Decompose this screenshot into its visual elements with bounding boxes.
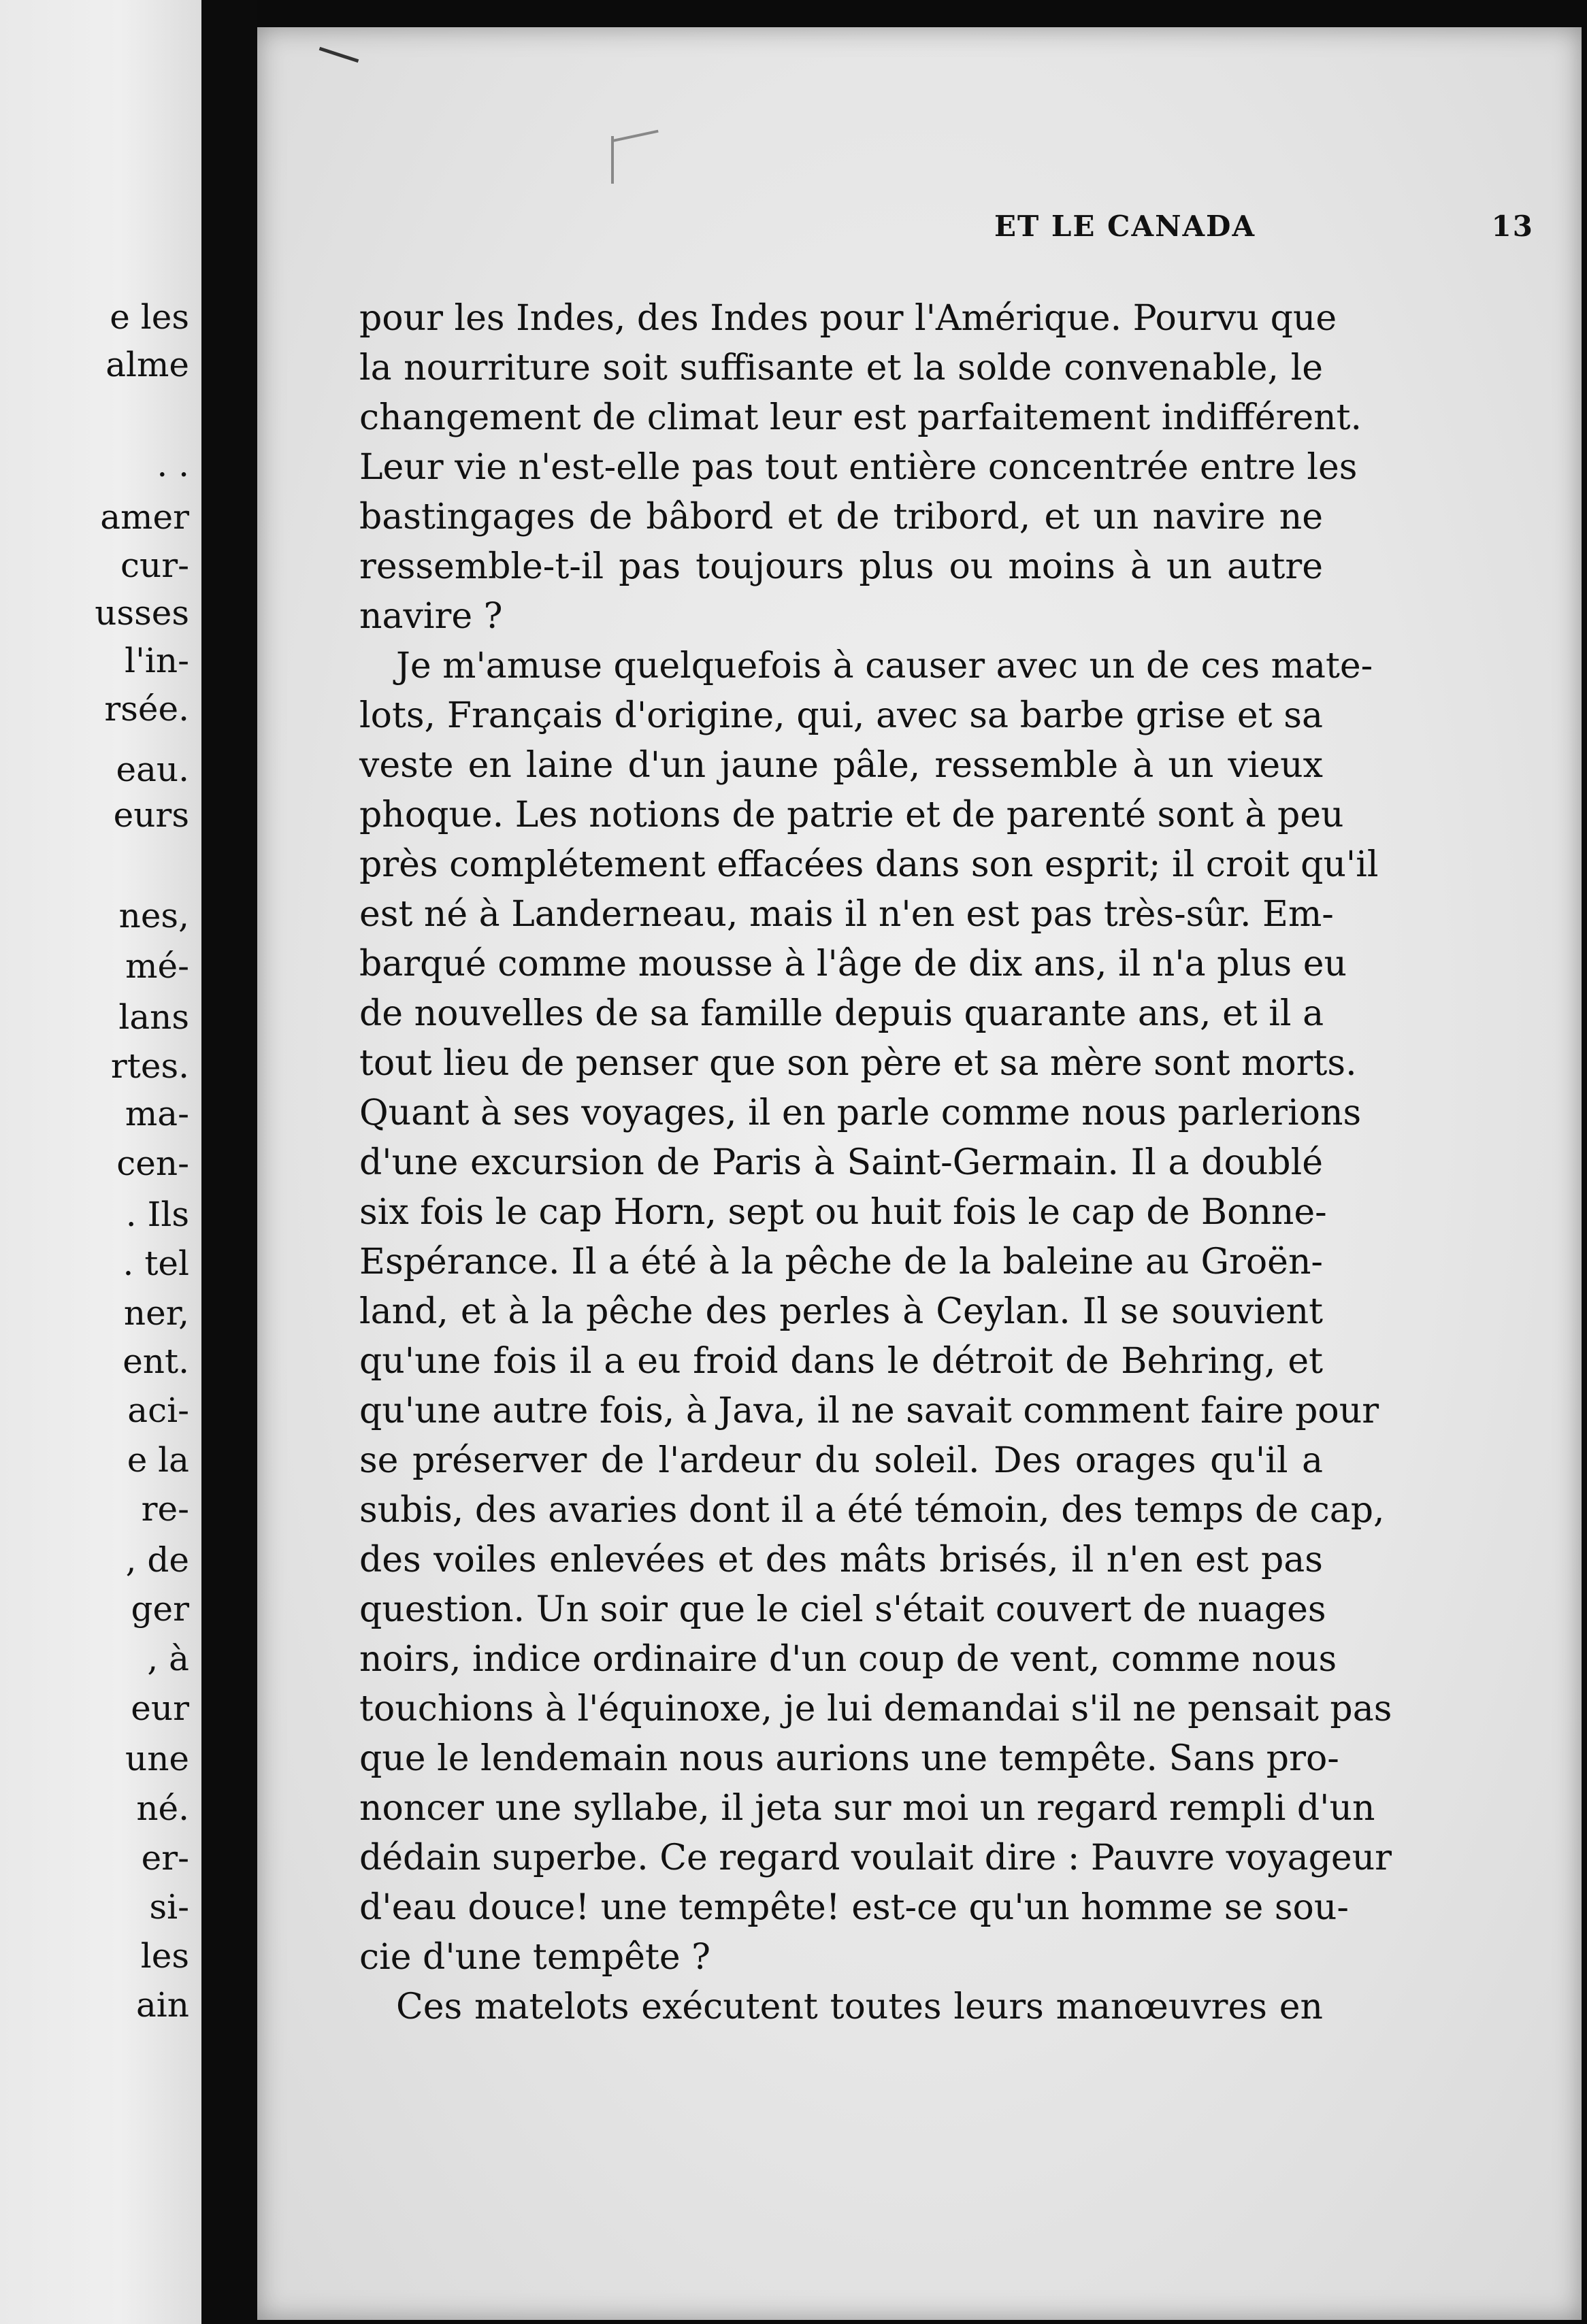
left-line: . . <box>157 445 189 484</box>
text-line: six fois le cap Horn, sept ou huit fois le cap de Bonne- <box>359 1192 1327 1233</box>
text-line: que le lendemain nous aurions une tempête. Sans pro- <box>359 1738 1339 1779</box>
text-line: Leur vie n'est-elle pas tout entière concentrée entre les <box>359 447 1358 488</box>
left-line: lans <box>118 997 189 1037</box>
left-page-fragment <box>0 0 201 2324</box>
left-line: aci- <box>127 1391 189 1430</box>
text-line: la nourriture soit suffisante et la solde convenable, le <box>359 348 1323 388</box>
text-line: touchions à l'équinoxe, je lui demandai s'il ne pensait pas <box>359 1689 1392 1729</box>
left-line: eurs <box>113 795 189 835</box>
left-line: amer <box>100 497 189 537</box>
smudge-mark <box>611 130 658 142</box>
text-line: barqué comme mousse à l'âge de dix ans, il n'a plus eu <box>359 944 1347 984</box>
text-line: d'eau douce! une tempête! est-ce qu'un homme se sou- <box>359 1887 1349 1928</box>
text-line: land, et à la pêche des perles à Ceylan. Il se souvient <box>359 1291 1323 1332</box>
left-line: usses <box>95 593 189 633</box>
left-line: ner, <box>123 1293 189 1333</box>
left-line: rtes. <box>110 1046 189 1086</box>
left-line: alme <box>105 345 189 384</box>
text-line: d'une excursion de Paris à Saint-Germain. Il a doublé <box>359 1142 1323 1183</box>
left-line: l'in- <box>125 641 189 680</box>
text-line: phoque. Les notions de patrie et de parenté sont à peu <box>359 795 1344 835</box>
text-line: changement de climat leur est parfaitement indifférent. <box>359 397 1362 438</box>
text-line: Espérance. Il a été à la pêche de la baleine au Groën- <box>359 1242 1323 1282</box>
left-line: nes, <box>118 896 189 935</box>
left-line: , à <box>147 1639 189 1678</box>
text-line: des voiles enlevées et des mâts brisés, il n'en est pas <box>359 1540 1323 1580</box>
left-line: ent. <box>122 1342 189 1381</box>
text-line: noncer une syllabe, il jeta sur moi un regard rempli d'un <box>359 1788 1375 1829</box>
left-line: cur- <box>120 546 189 585</box>
book-gutter <box>201 0 257 2324</box>
text-line: lots, Français d'origine, qui, avec sa barbe grise et sa <box>359 695 1323 736</box>
text-line: bastingages de bâbord et de tribord, et un navire ne <box>359 497 1323 537</box>
text-line: est né à Landerneau, mais il n'en est pas très-sûr. Em- <box>359 894 1334 935</box>
left-line: mé- <box>125 946 189 986</box>
text-line: qu'une fois il a eu froid dans le détroit de Behring, et <box>359 1341 1323 1382</box>
left-line: une <box>125 1739 189 1778</box>
smudge-mark <box>611 136 614 184</box>
text-line: Quant à ses voyages, il en parle comme nous parlerions <box>359 1093 1362 1133</box>
left-line: né. <box>136 1789 189 1828</box>
book-page <box>257 27 1582 2320</box>
text-line: se préserver de l'ardeur du soleil. Des orages qu'il a <box>359 1440 1323 1481</box>
running-head-title: ET LE CANADA <box>994 210 1256 243</box>
left-line: si- <box>149 1887 189 1927</box>
left-line: eau. <box>116 750 189 789</box>
left-line: cen- <box>116 1144 189 1183</box>
text-line: subis, des avaries dont il a été témoin, des temps de cap, <box>359 1490 1385 1531</box>
text-line: cie d'une tempête ? <box>359 1937 711 1978</box>
text-line: qu'une autre fois, à Java, il ne savait comment faire pour <box>359 1391 1379 1431</box>
left-line: eur <box>131 1689 189 1728</box>
page-number: 13 <box>1491 210 1534 243</box>
text-line: pour les Indes, des Indes pour l'Amérique. Pourvu que <box>359 298 1337 339</box>
text-line: près complétement effacées dans son esprit; il croit qu'il <box>359 844 1379 885</box>
left-line: e la <box>127 1440 189 1480</box>
left-line: rsée. <box>104 689 189 729</box>
text-line: question. Un soir que le ciel s'était couvert de nuages <box>359 1589 1326 1630</box>
left-line: e les <box>110 297 189 337</box>
text-line: Je m'amuse quelquefois à causer avec un de ces mate- <box>396 646 1373 686</box>
text-line: navire ? <box>359 596 503 637</box>
text-line: de nouvelles de sa famille depuis quarante ans, et il a <box>359 993 1324 1034</box>
left-line: er- <box>141 1838 189 1878</box>
text-line: Ces matelots exécutent toutes leurs manœuvres en <box>396 1987 1323 2027</box>
running-header <box>734 210 1534 250</box>
smudge-mark <box>319 47 359 63</box>
left-line: ger <box>131 1589 189 1629</box>
left-line: . tel <box>122 1244 189 1283</box>
text-line: dédain superbe. Ce regard voulait dire : Pauvre voyageur <box>359 1838 1392 1878</box>
left-line: ain <box>135 1985 189 2025</box>
left-line: re- <box>141 1489 189 1529</box>
left-line: les <box>140 1936 189 1976</box>
text-line: noirs, indice ordinaire d'un coup de vent, comme nous <box>359 1639 1337 1680</box>
text-line: ressemble-t-il pas toujours plus ou moins à un autre <box>359 546 1323 587</box>
left-line: . Ils <box>125 1195 189 1234</box>
text-line: tout lieu de penser que son père et sa mère sont morts. <box>359 1043 1357 1084</box>
left-line: , de <box>125 1540 189 1580</box>
body-text <box>359 294 1392 2032</box>
left-line: ma- <box>125 1094 189 1133</box>
text-line: veste en laine d'un jaune pâle, ressemble à un vieux <box>359 745 1323 786</box>
